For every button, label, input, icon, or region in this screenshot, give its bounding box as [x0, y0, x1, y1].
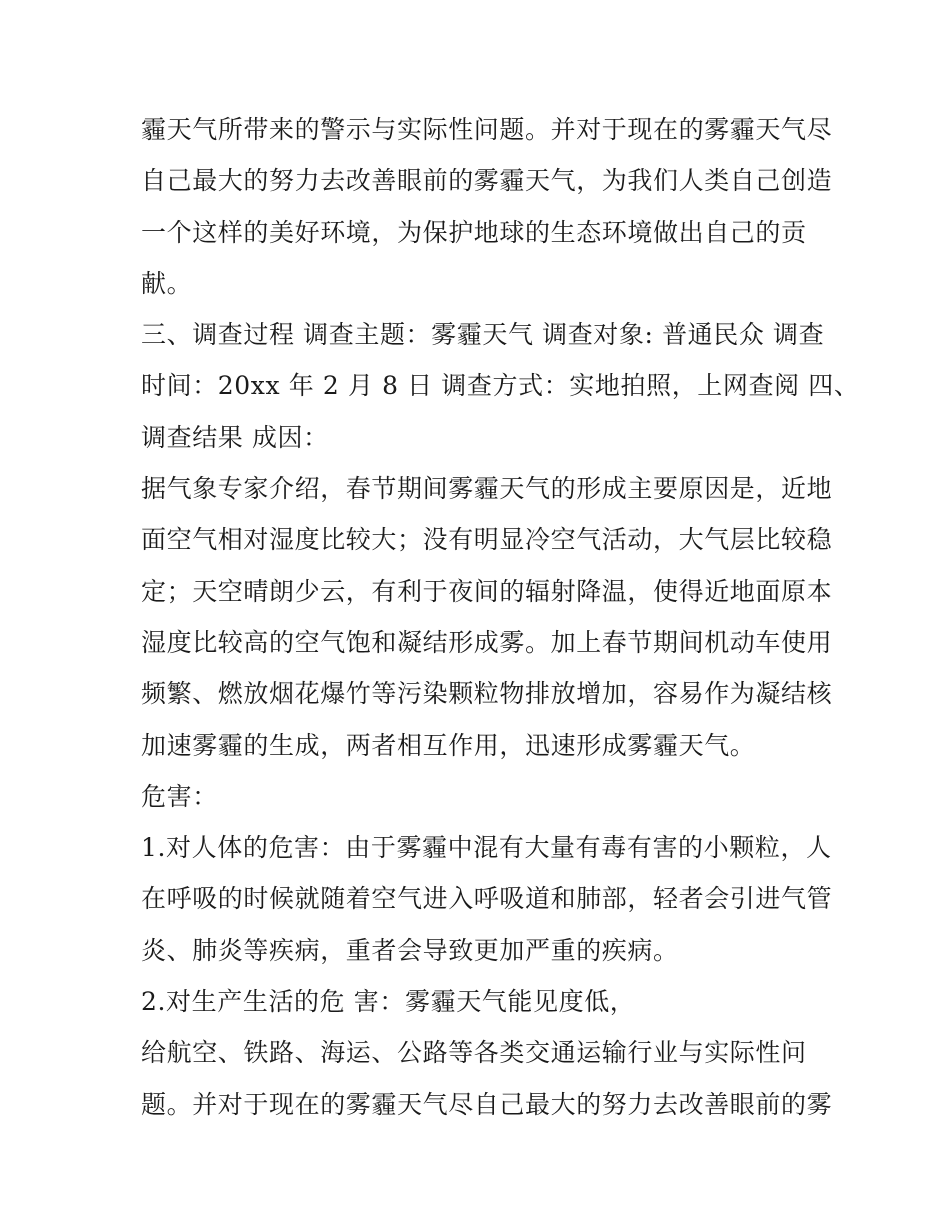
text-line: 一个这样的美好环境，为保护地球的生态环境做出自己的贡	[141, 217, 807, 247]
subheading-line: 危害：	[141, 781, 218, 811]
text-line: 调查结果 成因：	[141, 422, 329, 452]
text-line: 定；天空晴朗少云，有利于夜间的辐射降温，使得近地面原本	[141, 576, 833, 606]
text-line: 在呼吸的时候就随着空气进入呼吸道和肺部，轻者会引进气管	[141, 884, 833, 914]
text-line: 面空气相对湿度比较大；没有明显冷空气活动，大气层比较稳	[141, 525, 833, 555]
section-heading-line: 三、调查过程 调查主题：雾霾天气 调查对象: 普通民众 调查	[141, 320, 825, 350]
text-line: 给航空、铁路、海运、公路等各类交通运输行业与实际性问	[141, 1038, 807, 1068]
text-line: 自己最大的努力去改善眼前的雾霾天气，为我们人类自己创造	[141, 166, 833, 196]
text-line: 时间：20xx 年 2 月 8 日 调查方式：实地拍照，上网查阅 四、	[141, 371, 860, 401]
body-text	[141, 104, 860, 1130]
text-line: 炎、肺炎等疾病，重者会导致更加严重的疾病。	[141, 935, 679, 965]
list-item-line: 1.对人体的危害：由于雾霾中混有大量有毒有害的小颗粒，人	[141, 833, 832, 863]
text-line: 加速雾霾的生成，两者相互作用，迅速形成雾霾天气。	[141, 730, 756, 760]
text-line: 题。并对于现在的雾霾天气尽自己最大的努力去改善眼前的雾	[141, 1089, 833, 1119]
text-line: 献。	[141, 268, 193, 298]
text-line: 频繁、燃放烟花爆竹等污染颗粒物排放增加，容易作为凝结核	[141, 679, 833, 709]
text-line: 据气象专家介绍，春节期间雾霾天气的形成主要原因是，近地	[141, 474, 833, 504]
text-line: 霾天气所带来的警示与实际性问题。并对于现在的雾霾天气尽	[141, 115, 833, 144]
text-line: 湿度比较高的空气饱和凝结形成雾。加上春节期间机动车使用	[141, 627, 833, 657]
list-item-line: 2.对生产生活的危 害：雾霾天气能见度低，	[141, 987, 636, 1017]
